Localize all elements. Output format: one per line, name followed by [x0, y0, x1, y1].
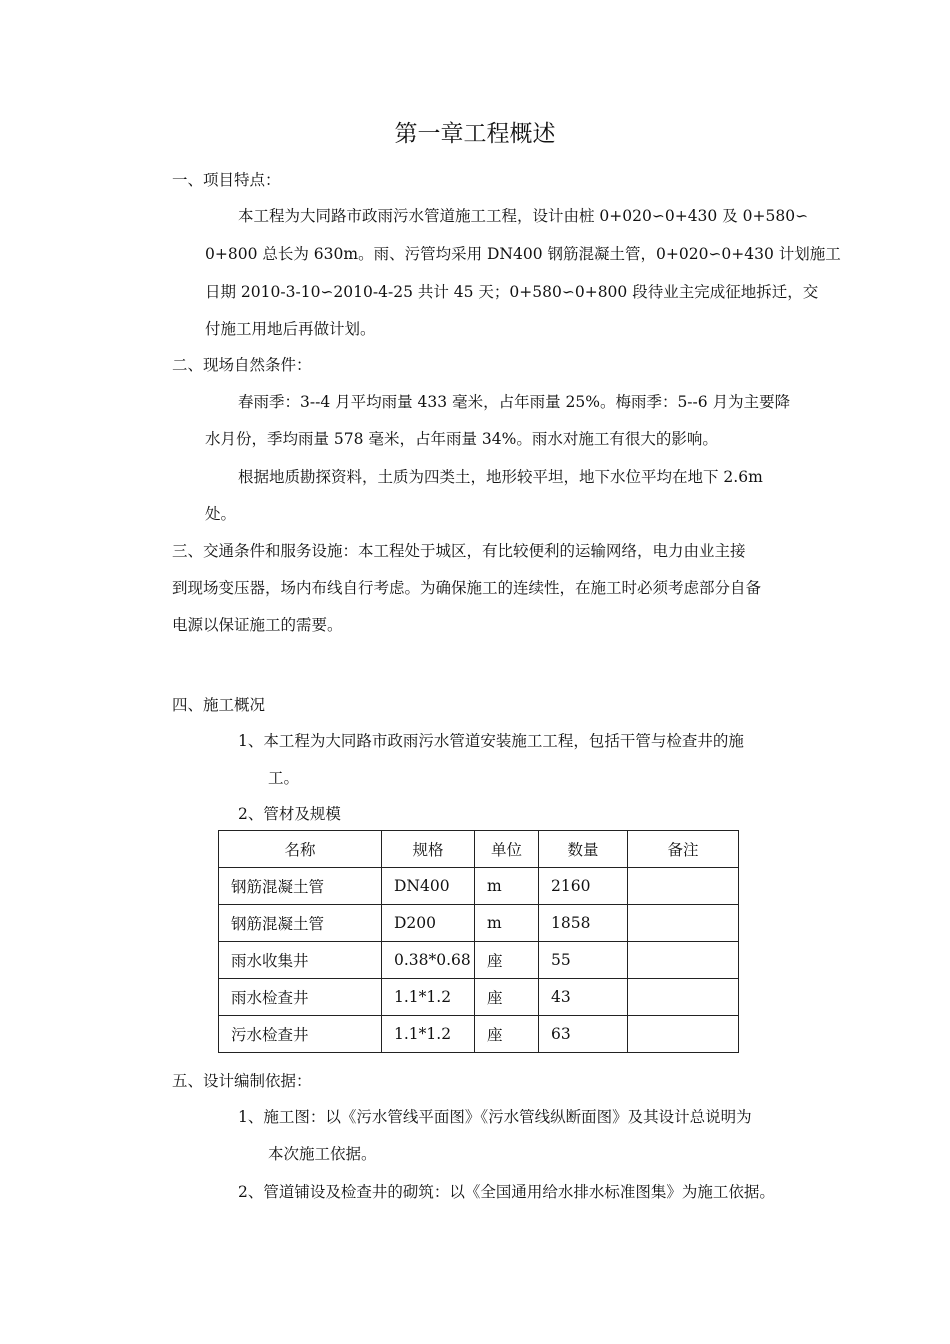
- section-2-line: 处。: [205, 505, 237, 523]
- section-2-heading: 二、现场自然条件：: [172, 356, 312, 374]
- section-1-line: 付施工用地后再做计划。: [205, 320, 376, 338]
- section-3-line: 到现场变压器，场内布线自行考虑。为确保施工的连续性，在施工时必须考虑部分自备: [172, 579, 762, 597]
- table-header-cell: 规格: [382, 831, 475, 868]
- table-cell: 雨水检查井: [219, 979, 382, 1016]
- section-2-line: 春雨季：3--4 月平均雨量 433 毫米，占年雨量 25%。梅雨季：5--6 月为主要降: [238, 393, 791, 411]
- table-row: [219, 979, 739, 1016]
- table-cell: 座: [475, 979, 539, 1016]
- page-title: 第一章工程概述: [394, 121, 556, 147]
- section-4-item-1-line: 工。: [268, 769, 300, 787]
- table-cell: DN400: [382, 868, 475, 905]
- table-header-cell: 单位: [475, 831, 539, 868]
- table-cell: m: [475, 868, 539, 905]
- section-3-line: 三、交通条件和服务设施：本工程处于城区，有比较便利的运输网络，电力由业主接: [172, 542, 746, 560]
- section-5-item-2: 2、管道铺设及检查井的砌筑：以《全国通用给水排水标准图集》为施工依据。: [238, 1183, 775, 1201]
- section-1-heading: 一、项目特点：: [172, 171, 281, 189]
- section-5-item-1-line: 本次施工依据。: [268, 1145, 377, 1163]
- table-cell: 43: [539, 979, 628, 1016]
- section-2-line: 根据地质勘探资料，土质为四类土，地形较平坦，地下水位平均在地下 2.6m: [238, 468, 763, 486]
- table-cell: 1.1*1.2: [382, 1016, 475, 1053]
- table-cell: 座: [475, 942, 539, 979]
- table-header-row: [219, 831, 739, 868]
- table-row: [219, 868, 739, 905]
- table-cell: 63: [539, 1016, 628, 1053]
- table-header-cell: 备注: [628, 831, 739, 868]
- table-row: [219, 905, 739, 942]
- table-cell: 1858: [539, 905, 628, 942]
- table-cell: D200: [382, 905, 475, 942]
- table-cell: 0.38*0.68: [382, 942, 475, 979]
- section-1-line: 日期 2010-3-10∽2010-4-25 共计 45 天；0+580∽0+800 段待业主完成征地拆迁，交: [205, 283, 819, 301]
- table-cell: 座: [475, 1016, 539, 1053]
- table-row: [219, 942, 739, 979]
- section-3-line: 电源以保证施工的需要。: [172, 616, 343, 634]
- table-cell: [628, 868, 739, 905]
- table-row: [219, 1016, 739, 1053]
- section-1-line: 0+800 总长为 630m。雨、污管均采用 DN400 钢筋混凝土管，0+020∽0+430 计划施工: [205, 245, 841, 263]
- table-cell: 钢筋混凝土管: [219, 905, 382, 942]
- table-cell: m: [475, 905, 539, 942]
- table-cell: 55: [539, 942, 628, 979]
- section-4-heading: 四、施工概况: [172, 696, 266, 714]
- section-5-heading: 五、设计编制依据：: [172, 1072, 312, 1090]
- table-header-cell: 数量: [539, 831, 628, 868]
- section-2-line: 水月份，季均雨量 578 毫米，占年雨量 34%。雨水对施工有很大的影响。: [205, 430, 718, 448]
- table-cell: [628, 905, 739, 942]
- table-cell: 1.1*1.2: [382, 979, 475, 1016]
- section-5-item-1-line: 1、施工图：以《污水管线平面图》《污水管线纵断面图》及其设计总说明为: [238, 1108, 752, 1126]
- pipe-materials-table: [218, 830, 739, 1053]
- section-4-item-1-line: 1、本工程为大同路市政雨污水管道安装施工工程，包括干管与检查井的施: [238, 732, 744, 750]
- section-1-line: 本工程为大同路市政雨污水管道施工工程，设计由桩 0+020∽0+430 及 0+580∽: [238, 207, 809, 225]
- table-header-cell: 名称: [219, 831, 382, 868]
- table-cell: [628, 1016, 739, 1053]
- table-cell: 2160: [539, 868, 628, 905]
- table-cell: [628, 942, 739, 979]
- table-cell: 污水检查井: [219, 1016, 382, 1053]
- table-cell: 钢筋混凝土管: [219, 868, 382, 905]
- table-cell: 雨水收集井: [219, 942, 382, 979]
- section-4-item-2: 2、管材及规模: [238, 805, 341, 823]
- table-cell: [628, 979, 739, 1016]
